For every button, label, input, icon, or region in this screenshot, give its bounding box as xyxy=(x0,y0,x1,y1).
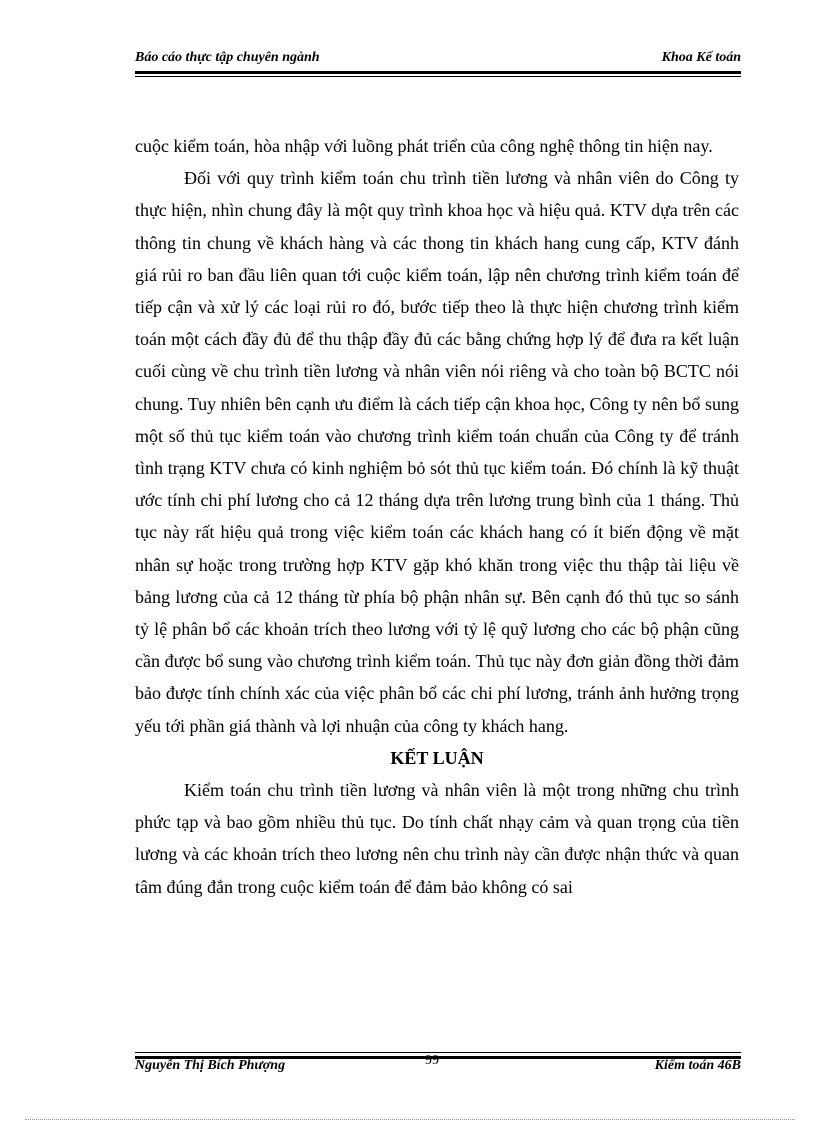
header-faculty: Khoa Kế toán xyxy=(661,50,741,65)
header-report-title: Báo cáo thực tập chuyên ngành xyxy=(135,50,320,65)
page-bottom-dotted-border xyxy=(25,1119,795,1120)
paragraph-conclusion: Kiểm toán chu trình tiền lương và nhân viên là một trong những chu trình phức tạp và bao gồm nhiều thủ tục. Do tính chất nhạy cảm và quan trọng của tiền lương và các khoản trích theo lương nên chu trình này cần được nhận thức và quan tâm đúng đắn trong cuộc kiểm toán để đảm bảo không có sai xyxy=(135,780,739,897)
section-heading-conclusion: KẾT LUẬN xyxy=(390,747,484,768)
header-rule-thick xyxy=(135,71,741,74)
page-footer xyxy=(135,1053,741,1080)
paragraph-audit-process: Đối với quy trình kiểm toán chu trình tiền lương và nhân viên do Công ty thực hiện, nhìn chung đây là một quy trình khoa học và hiệu quả. KTV dựa trên các thông tin chung về khách hàng và các thong tin khách hang cung cấp, KTV đánh giá rủi ro ban đầu liên quan tới cuộc kiểm toán, lập nên chương trình kiểm toán để tiếp cận và xử lý các loại rủi ro đó, bước tiếp theo là thực hiện chương trình kiểm toán một cách đầy đủ để thu thập đầy đủ các bằng chứng hợp lý để đưa ra kết luận cuối cùng về chu trình tiền lương và nhân viên nói riêng và cho toàn bộ BCTC nói chung. Tuy nhiên bên cạnh ưu điểm là cách tiếp cận khoa học, Công ty nên bổ sung một số thủ tục kiểm toán vào chương trình kiểm toán chuẩn của Công ty để tránh tình trạng KTV chưa có kinh nghiệm bỏ sót thủ tục kiểm toán. Đó chính là kỹ thuật ước tính chi phí lương cho cả 12 tháng dựa trên lương trung bình của 1 tháng. Thủ tục này rất hiệu quả trong việc kiểm toán các khách hang có ít biến động về mặt nhân sự hoặc trong trường hợp KTV gặp khó khăn trong việc thu thập tài liệu về bảng lương của cả 12 tháng từ phía bộ phận nhân sự. Bên cạnh đó thủ tục so sánh tỷ lệ phân bổ các khoản trích theo lương với tỷ lệ quỹ lương cho các bộ phận cũng cần được bổ sung vào chương trình kiểm toán. Thủ tục này đơn giản đồng thời đảm bảo được tính chính xác của việc phân bổ các chi phí lương, tránh ảnh hưởng trọng yếu tới phần giá thành và lợi nhuận của công ty khách hang. xyxy=(135,168,739,736)
paragraph-continuation: cuộc kiểm toán, hòa nhập với luồng phát triển của công nghệ thông tin hiện nay. xyxy=(135,136,713,156)
footer-class: Kiểm toán 46B xyxy=(654,1058,741,1073)
header-rule-thin xyxy=(135,76,741,77)
document-body xyxy=(135,130,739,903)
page-header xyxy=(135,50,741,72)
page-number: 99 xyxy=(425,1053,439,1068)
footer-author: Nguyễn Thị Bích Phượng xyxy=(135,1058,286,1073)
